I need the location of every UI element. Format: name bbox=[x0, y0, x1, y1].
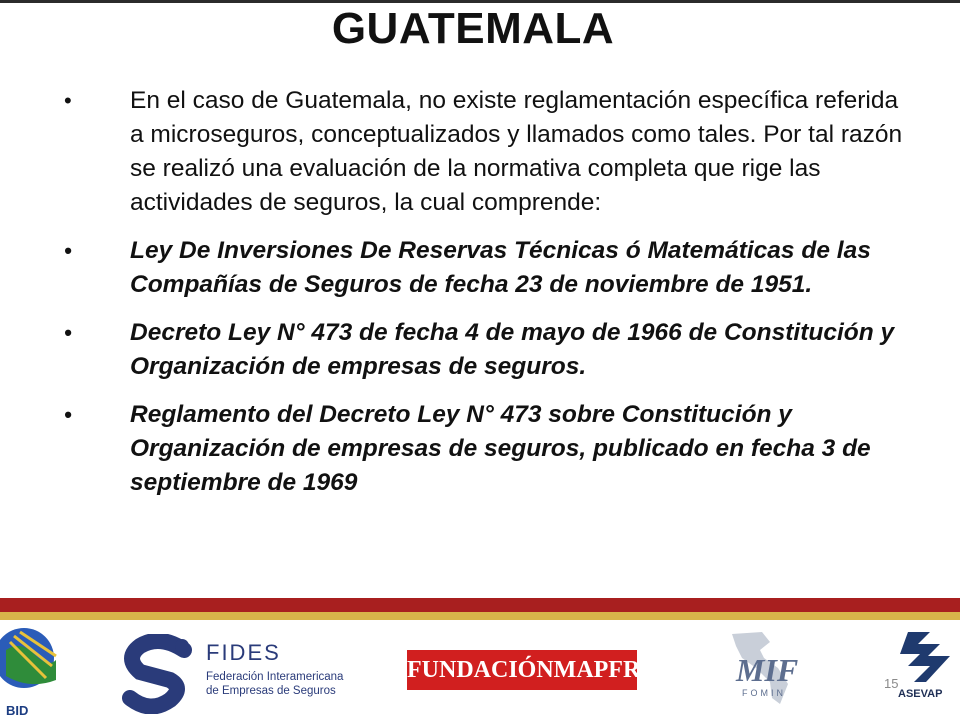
mapfre-label: FUNDACIÓNMAPFRE bbox=[407, 657, 657, 683]
fides-s-icon bbox=[120, 634, 200, 714]
bullet-item bbox=[58, 316, 918, 384]
bullet-text: Decreto Ley N° 473 de fecha 4 de mayo de 1966 de Constitución y Organización de empresas de seguros. bbox=[130, 319, 895, 380]
bid-label: BID bbox=[6, 703, 29, 718]
page-number: 15 bbox=[884, 676, 899, 691]
footer-band-red bbox=[0, 598, 960, 612]
bid-globe-icon bbox=[0, 620, 60, 700]
bullet-dot: • bbox=[64, 238, 72, 263]
footer-logos bbox=[0, 620, 960, 720]
bullet-item bbox=[58, 84, 918, 220]
asevap-logo bbox=[896, 626, 954, 716]
bid-logo bbox=[0, 620, 60, 720]
fides-subtitle: Federación Interamericana de Empresas de Seguros bbox=[206, 671, 344, 697]
mif-logo bbox=[722, 628, 812, 708]
bullet-text: Ley De Inversiones De Reservas Técnicas ó Matemáticas de las Compañías de Seguros de fecha 23 de noviembre de 1951. bbox=[130, 237, 871, 298]
footer-band-gold bbox=[0, 612, 960, 620]
top-rule bbox=[0, 0, 960, 3]
fides-logo bbox=[120, 634, 360, 714]
bullet-item bbox=[58, 398, 918, 500]
bullet-text: Reglamento del Decreto Ley N° 473 sobre Constitución y Organización de empresas de seguros, publicado en fecha 3 de septiembre de 1969 bbox=[130, 401, 871, 496]
fomin-label: FOMIN bbox=[742, 688, 786, 698]
bullet-dot: • bbox=[64, 88, 72, 113]
bullet-item bbox=[58, 234, 918, 302]
mapfre-logo bbox=[407, 650, 657, 690]
bullet-list bbox=[58, 84, 918, 514]
bullet-dot: • bbox=[64, 402, 72, 427]
mif-label: MIF bbox=[736, 652, 799, 688]
asevap-stack-icon bbox=[896, 626, 954, 686]
slide-title: GUATEMALA bbox=[331, 4, 615, 53]
bullet-dot: • bbox=[64, 320, 72, 345]
bullet-text: En el caso de Guatemala, no existe reglamentación específica referida a microseguros, conceptualizados y llamados como tales. Por tal razón se realizó una evaluación de la normativa completa que rige las actividades de seguros, la cual comprende: bbox=[130, 87, 903, 216]
asevap-label: ASEVAP bbox=[898, 688, 943, 700]
fides-name: FIDES bbox=[206, 640, 281, 665]
